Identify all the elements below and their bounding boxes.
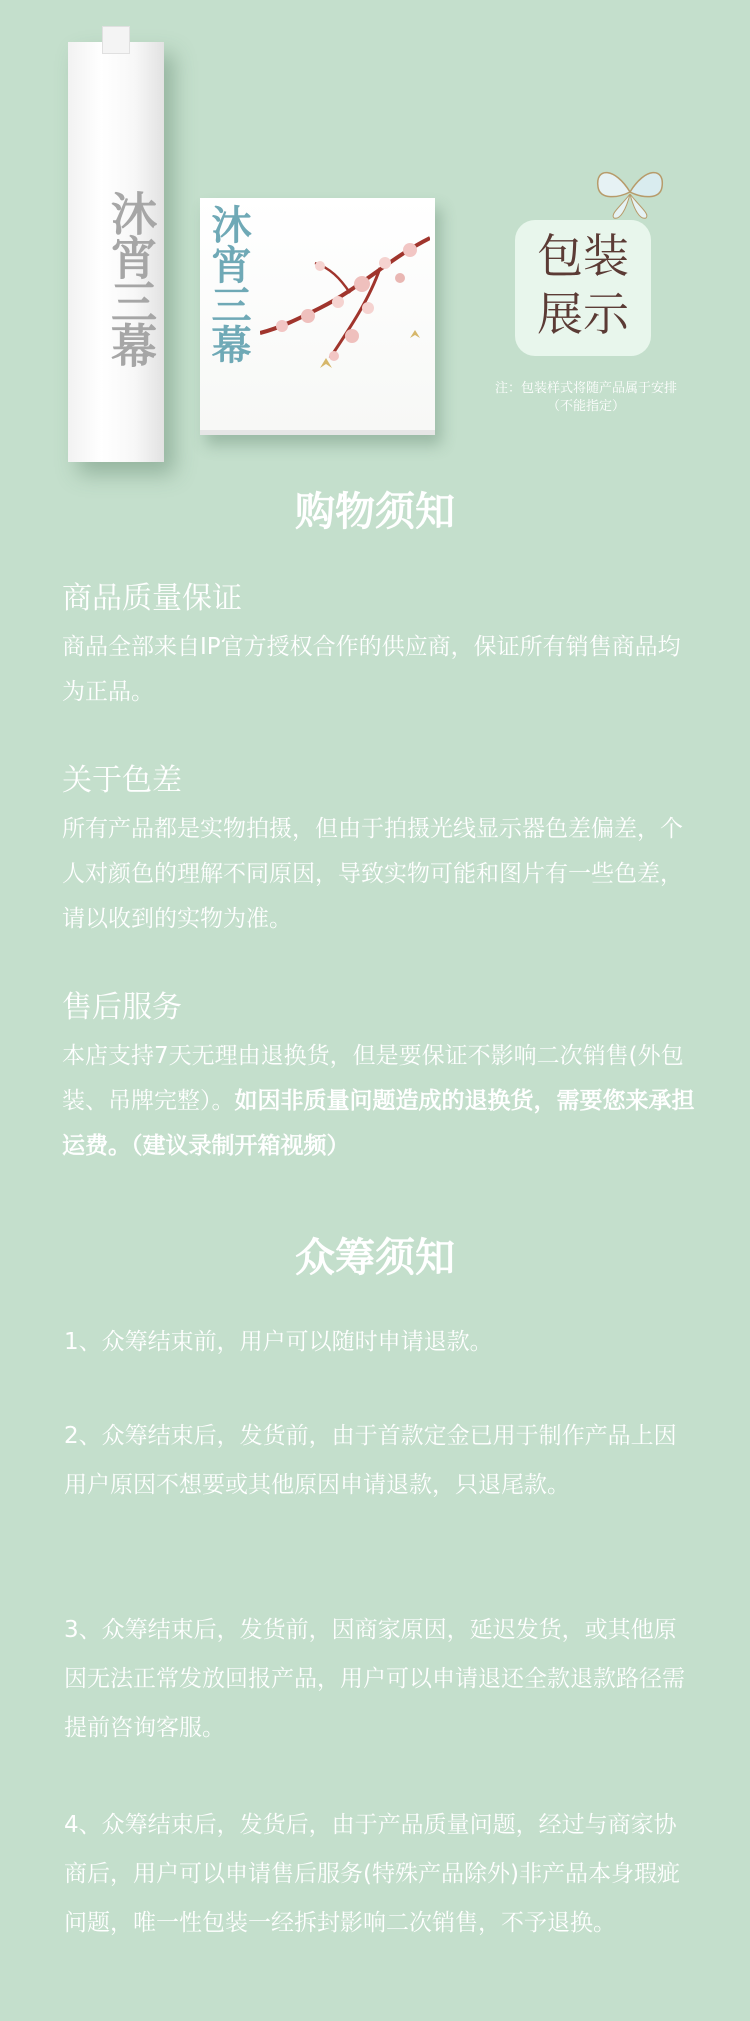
- packaging-note: [455, 380, 717, 416]
- crowdfunding-item-4: 4、众筹结束后，发货后，由于产品质量问题，经过与商家协商后，用户可以申请售后服务(特殊产品除外)非产品本身瑕疵问题，唯一性包装一经拆封影响二次销售，不予退换。: [64, 1812, 680, 1936]
- butterfly-icon: [590, 162, 670, 222]
- color-difference-heading: 关于色差: [62, 763, 182, 798]
- long-box-calligraphy: 沐宵三幕: [104, 190, 158, 366]
- long-gift-box-image: [68, 42, 164, 462]
- square-box-calligraphy: 沐宵三幕: [205, 204, 252, 364]
- packaging-note-line-1: 注：包装样式将随产品属于安排: [494, 381, 677, 396]
- crowdfunding-item-2: 2、众筹结束后，发货前，由于首款定金已用于制作产品上因用户原因不想要或其他原因申请退款，只退尾款。: [64, 1423, 677, 1498]
- badge-line-1: 包装: [537, 229, 629, 283]
- crowdfunding-item-3: 3、众筹结束后，发货前，因商家原因，延迟发货，或其他原因无法正常发放回报产品，用户可以申请退还全款退款路径需提前咨询客服。: [64, 1617, 685, 1741]
- plum-blossom-branch-illustration: [260, 218, 430, 388]
- crowdfunding-notice-title: 众筹须知: [295, 1234, 455, 1281]
- after-sale-body: [62, 1034, 698, 1169]
- after-sale-body-plain: 本店支持7天无理由退换货，但是要保证不影响二次销售(外包装、吊牌完整）。: [62, 1043, 684, 1114]
- quality-guarantee-heading: 商品质量保证: [62, 581, 242, 616]
- packaging-note-line-2: （不能指定）: [546, 399, 625, 414]
- after-sale-heading: 售后服务: [62, 990, 182, 1025]
- after-sale-body-bold: 如因非质量问题造成的退换货，需要您来承担运费。（建议录制开箱视频）: [62, 1088, 695, 1159]
- square-gift-box-image: [200, 198, 435, 435]
- color-difference-body: 所有产品都是实物拍摄，但由于拍摄光线显示器色差偏差，个人对颜色的理解不同原因，导致实物可能和图片有一些色差，请以收到的实物为准。: [62, 816, 683, 932]
- packaging-display-badge: [515, 220, 651, 356]
- badge-line-2: 展示: [537, 287, 629, 341]
- crowdfunding-item-1: 1、众筹结束前，用户可以随时申请退款。: [64, 1329, 493, 1355]
- quality-guarantee-body: 商品全部来自IP官方授权合作的供应商，保证所有销售商品均为正品。: [62, 634, 681, 705]
- box-tab: [102, 26, 130, 54]
- shopping-notice-title: 购物须知: [295, 488, 455, 535]
- packaging-display: [0, 0, 750, 470]
